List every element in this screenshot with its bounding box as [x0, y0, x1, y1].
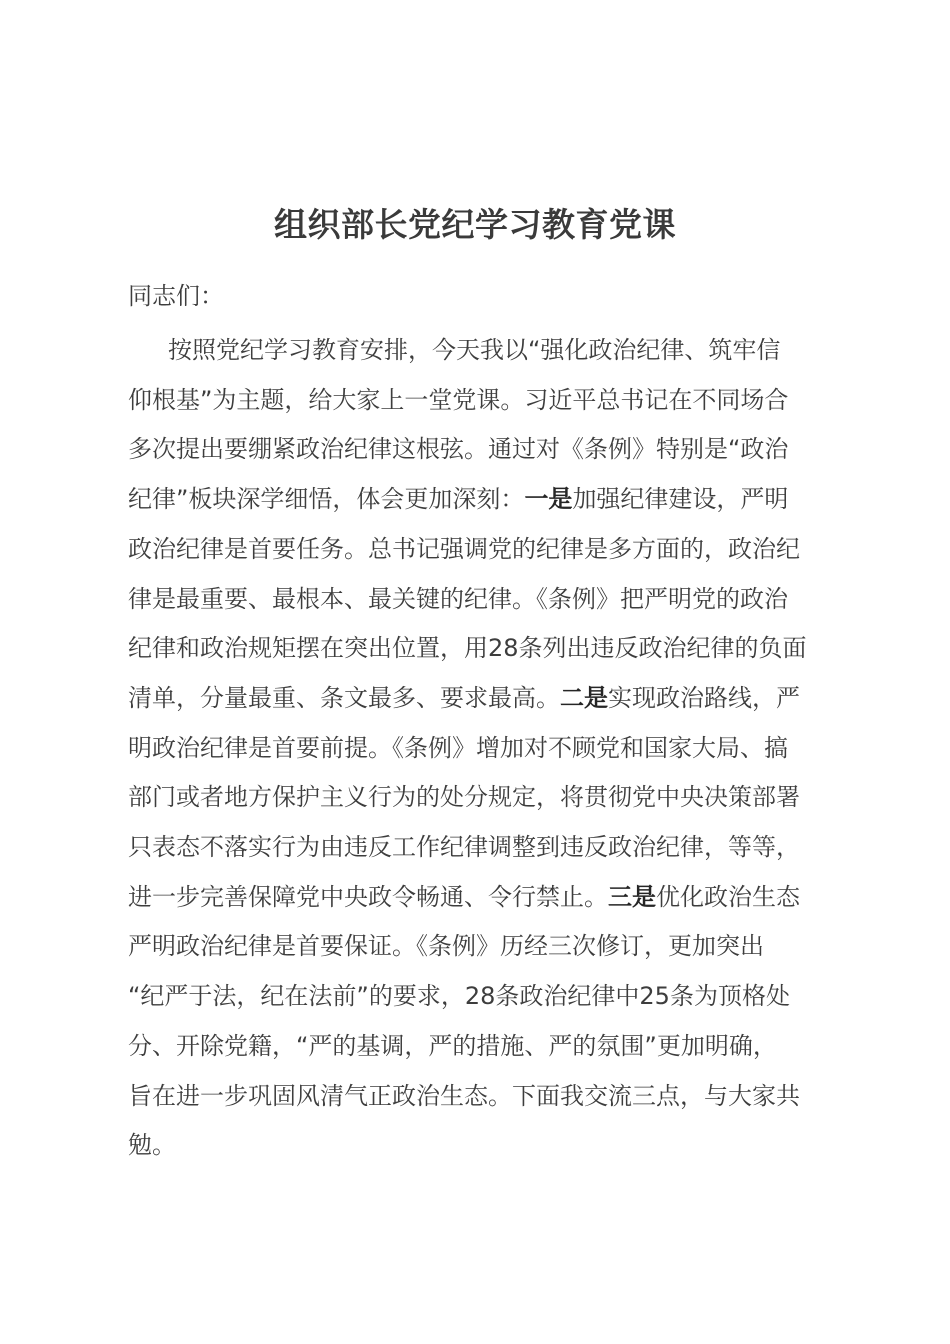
paragraph-text: 严明政治纪律是首要保证。《条例》历经三次修订，更加突出 [128, 932, 764, 961]
paragraph-line [128, 376, 858, 426]
paragraph-text: 明政治纪律是首要前提。《条例》增加对不顾党和国家大局、搞 [128, 733, 788, 762]
paragraph-line [128, 674, 858, 724]
paragraph-text: 政治纪律是首要任务。总书记强调党的纪律是多方面的，政治纪 [128, 534, 800, 563]
paragraph-text: 律是最重要、最根本、最关键的纪律。《条例》把严明党的政治 [128, 584, 788, 613]
paragraph-line [128, 773, 858, 823]
paragraph-text: 部门或者地方保护主义行为的处分规定，将贯彻党中央决策部署 [128, 783, 800, 812]
emphasis-text: 三是 [608, 882, 656, 911]
paragraph-text: 实现政治路线，严 [608, 683, 800, 712]
paragraph-line [128, 873, 858, 923]
paragraph-line [128, 922, 858, 972]
paragraph-text: 纪律”板块深学细悟，体会更加深刻： [128, 485, 525, 514]
emphasis-text: 一是 [524, 485, 573, 514]
paragraph-text: 加强纪律建设，严明 [572, 485, 789, 514]
paragraph-text: 优化政治生态 [656, 882, 800, 911]
salutation: 同志们： [128, 282, 224, 310]
paragraph-line [128, 624, 858, 674]
paragraph-line [128, 326, 858, 376]
paragraph-text: 只表态不落实行为由违反工作纪律调整到违反政治纪律，等等， [128, 833, 800, 862]
document-title: 组织部长党纪学习教育党课 [274, 205, 676, 244]
paragraph-text: 进一步完善保障党中央政令畅通、令行禁止。 [128, 882, 608, 911]
paragraph-text: “纪严于法，纪在法前”的要求，28条政治纪律中25条为顶格处 [128, 982, 790, 1011]
paragraph-text: 纪律和政治规矩摆在突出位置，用28条列出违反政治纪律的负面 [128, 634, 807, 663]
paragraph-text: 分、开除党籍，“严的基调，严的措施、严的氛围”更加明确， [128, 1031, 777, 1060]
paragraph-line [128, 823, 858, 873]
paragraph-line [128, 575, 858, 625]
paragraph-text: 清单，分量最重、条文最多、要求最高。 [128, 683, 560, 712]
paragraph-text: 仰根基”为主题，给大家上一堂党课。习近平总书记在不同场合 [128, 385, 789, 414]
paragraph-line [128, 475, 858, 525]
emphasis-text: 二是 [560, 683, 608, 712]
paragraph-line [128, 972, 858, 1022]
paragraph-line [128, 1121, 858, 1171]
paragraph-line [128, 724, 858, 774]
paragraph-text: 旨在进一步巩固风清气正政治生态。下面我交流三点，与大家共 [128, 1081, 800, 1110]
paragraph-line [128, 525, 858, 575]
paragraph-line [128, 1072, 858, 1122]
paragraph-text: 勉。 [128, 1131, 176, 1160]
paragraph-text: 按照党纪学习教育安排，今天我以“强化政治纪律、筑牢信 [168, 336, 781, 364]
paragraph-text: 多次提出要绷紧政治纪律这根弦。通过对《条例》特别是“政治 [128, 435, 789, 464]
paragraph-line [128, 425, 858, 475]
body-paragraph [128, 326, 858, 1171]
paragraph-line [128, 1022, 858, 1072]
